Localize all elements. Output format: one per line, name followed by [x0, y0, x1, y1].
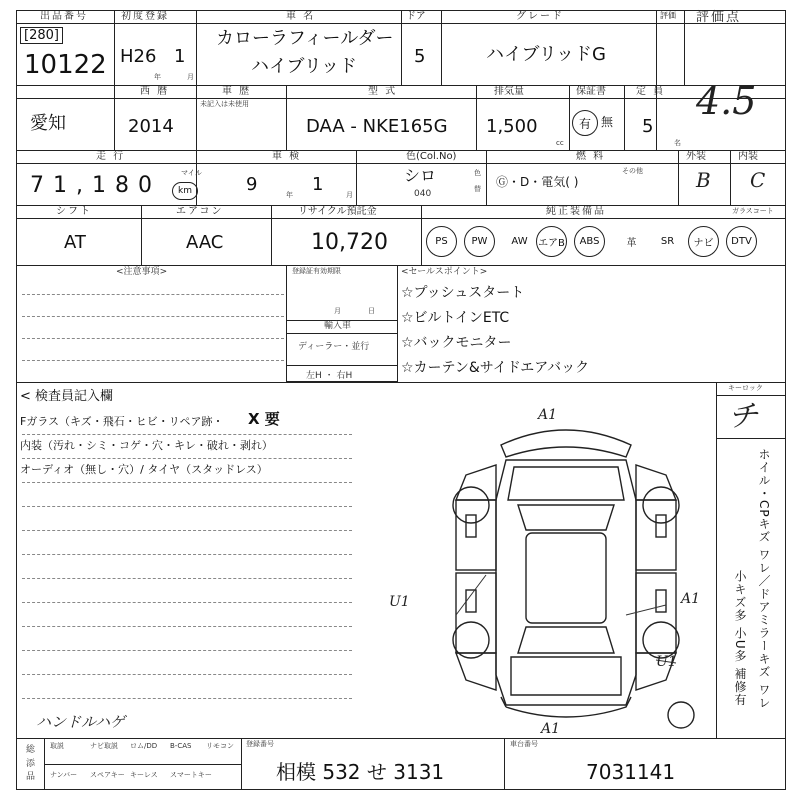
hdr-line-4: [16, 218, 786, 219]
car-name-label: 車 名: [286, 11, 316, 22]
inspector-line-1: Fガラス（キズ・飛石・ヒビ・リペア跡・: [20, 415, 224, 428]
equipment-item: 革: [626, 238, 637, 249]
inspection-month: 1: [312, 174, 324, 195]
displacement-label: 排気量: [494, 86, 524, 97]
mark-right-rear: U1: [656, 654, 677, 670]
region-value: 愛知: [30, 113, 66, 134]
v12: [624, 85, 625, 150]
notes-line-4: [22, 360, 284, 361]
lot-no-label: 出品番号: [40, 11, 88, 22]
fuel-options: Ⓖ・D・電気( ): [496, 175, 579, 189]
included-item: キーレス: [130, 771, 158, 779]
mile-unit: マイル: [181, 169, 202, 177]
notes-line-1: [22, 294, 284, 295]
equipment-item: PS: [426, 226, 457, 257]
v8: [196, 85, 197, 150]
rating-value: 4.5: [696, 79, 757, 123]
mark-right: A1: [681, 591, 701, 607]
right-note-2: 小キズ多 小U多 補修有: [733, 570, 747, 707]
included-item: B-CAS: [170, 742, 192, 750]
aircon-value: AAC: [186, 232, 224, 253]
lot-prefix: [280]: [20, 27, 63, 44]
first-reg-label: 初度登録: [121, 11, 169, 22]
equipment-label: 純正装備品: [546, 206, 606, 217]
inspector-line-2: 内装（汚れ・シミ・コゲ・穴・キレ・破れ・剥れ）: [20, 439, 273, 452]
v2: [196, 10, 197, 85]
insp-line-c: [22, 482, 352, 483]
color-suffix-2: 替: [474, 185, 481, 193]
interior-value: C: [750, 168, 766, 192]
sales-point: ☆ビルトインETC: [401, 310, 510, 326]
grade-label: グレード: [516, 11, 564, 22]
insp-line-i: [22, 626, 352, 627]
row-line-6: [16, 738, 786, 739]
insp-line-d: [22, 506, 352, 507]
mileage-value: 71,180: [30, 173, 161, 198]
fuel-label: 燃 料: [576, 151, 606, 162]
steering-label: 左H ・ 右H: [306, 371, 353, 381]
b-h1: [44, 764, 241, 765]
v18: [141, 205, 142, 265]
displacement-value: 1,500: [486, 116, 538, 137]
warranty-yes-circled: 有: [572, 110, 598, 136]
history-sub: 未記入は未使用: [200, 100, 249, 108]
row-line-4: [16, 265, 786, 266]
month-unit-2: 月: [346, 191, 353, 199]
warranty-label: 保証書: [576, 86, 606, 97]
inspection-label: 車 検: [272, 151, 302, 162]
cc-unit: cc: [556, 139, 564, 147]
color-label: 色(Col.No): [406, 151, 457, 162]
interior-label: 内装: [738, 151, 758, 162]
plate-value: 相模 532 せ 3131: [276, 760, 445, 784]
model-value: DAA - NKE165G: [306, 116, 448, 137]
inspector-line-3: オーディオ（無し・穴）/ タイヤ（スタッドレス）: [20, 463, 268, 476]
km-unit-circled: km: [172, 182, 198, 200]
equipment-item: PW: [464, 226, 495, 257]
v14: [356, 150, 357, 205]
notes-line-2: [22, 316, 284, 317]
keylock-hdr-line: [716, 395, 786, 396]
inspector-label-text: 検査員記入欄: [35, 389, 114, 404]
insp-line-b: [22, 458, 352, 459]
year-unit-2: 年: [286, 191, 293, 199]
included-item: スマートキー: [170, 771, 212, 779]
car-diagram: [426, 405, 706, 735]
chassis-label: 車台番号: [510, 740, 538, 748]
doors-value: 5: [414, 46, 426, 67]
v16: [678, 150, 679, 205]
notes-label: <注意事項>: [116, 267, 168, 277]
glass-coat-label: ガラスコート: [732, 207, 774, 215]
sales-label-text: セールスポイント: [408, 267, 480, 277]
capacity-value: 5: [642, 116, 654, 137]
insp-line-a: [22, 434, 352, 435]
car-name-line1: カローラフィールダー: [216, 28, 394, 49]
person-unit: 名: [674, 139, 681, 147]
v13: [196, 150, 197, 205]
right-note-1: ホイル・CPキズ ワレ／ドアミラーキズ ワレ: [757, 448, 771, 710]
recycle-label: リサイクル預託金: [298, 206, 377, 217]
month-unit-1: 月: [187, 73, 194, 81]
mark-left: U1: [389, 594, 410, 610]
shift-label: シフト: [56, 206, 92, 217]
equipment-item: ABS: [574, 226, 605, 257]
insp-line-h: [22, 602, 352, 603]
blank-label: 評価: [660, 11, 676, 20]
exterior-value: B: [696, 168, 711, 192]
equipment-item: エアB: [536, 226, 567, 257]
color-no: 040: [414, 189, 432, 199]
insp-line-k: [22, 674, 352, 675]
bottom-handwritten-note: ハンドルハゲ: [36, 713, 125, 731]
v4: [441, 10, 442, 85]
insp-line-f: [22, 554, 352, 555]
insp-line-l: [22, 698, 352, 699]
model-label: 型 式: [368, 86, 398, 97]
v20: [421, 205, 422, 265]
insp-line-j: [22, 650, 352, 651]
shift-value: AT: [64, 232, 86, 253]
capacity-label: 定 員: [636, 86, 666, 97]
insp-line-e: [22, 530, 352, 531]
warranty-no: 無: [601, 115, 614, 129]
included-item: リモコン: [206, 742, 234, 750]
recycle-value: 10,720: [311, 230, 388, 255]
mileage-label: 走 行: [96, 151, 126, 162]
first-reg-month: 1: [174, 46, 186, 67]
lot-number: 10122: [24, 50, 107, 80]
equipment-item: ナビ: [688, 226, 719, 257]
included-item: 取説: [50, 742, 64, 750]
year-unit-1: 年: [154, 73, 161, 81]
rating-label: 評価点: [696, 10, 742, 25]
aircon-label: エアコン: [176, 206, 224, 217]
exterior-label: 外装: [686, 151, 706, 162]
keylock-divider: [716, 382, 717, 738]
sales-point: ☆プッシュスタート: [401, 285, 525, 301]
import-label: 輸入車: [324, 321, 352, 331]
v11: [569, 85, 570, 150]
v6: [684, 10, 685, 85]
color-suffix-1: 色: [474, 169, 481, 177]
v17: [730, 150, 731, 205]
history-label: 車 歴: [222, 86, 252, 97]
v9: [286, 85, 287, 150]
included-item: ナンバー: [50, 771, 78, 779]
row-line-1: [16, 85, 786, 86]
v10: [476, 85, 477, 150]
v5: [656, 10, 657, 150]
chassis-value: 7031141: [586, 760, 676, 784]
plate-label: 登録番号: [246, 740, 274, 748]
auction-sheet: [16, 10, 786, 790]
reg-line-3: [286, 365, 398, 366]
equipment-item: SR: [660, 236, 675, 247]
year-label: 西 暦: [140, 86, 170, 97]
inspector-label: < 検査員記入欄: [20, 389, 114, 404]
sales-points-label: <セールスポイント>: [401, 267, 488, 277]
v3: [401, 10, 402, 85]
sales-point: ☆カーテン&サイドエアバック: [401, 360, 590, 376]
doors-label: ドア: [406, 11, 426, 22]
mark-front: A1: [538, 407, 558, 423]
v1: [114, 10, 115, 85]
row-line-3: [16, 205, 786, 206]
keylock-line-2: [716, 438, 786, 439]
check-label: 総 添 品: [26, 745, 36, 782]
reg-day-unit: 日: [368, 307, 375, 315]
keylock-top: [716, 382, 786, 383]
year-value: 2014: [128, 116, 174, 137]
included-item: スペアキー: [90, 771, 125, 779]
included-item: ナビ取説: [90, 742, 118, 750]
included-item: ロム/DD: [130, 742, 158, 750]
b-v3: [504, 738, 505, 790]
first-reg-era: H26: [120, 46, 157, 67]
mark-rear: A1: [541, 721, 561, 737]
grade-value: ハイブリッドG: [486, 44, 606, 65]
row-line-5: [16, 382, 716, 383]
reg-date-label: 登録証有効期限: [292, 267, 341, 275]
sales-point: ☆バックモニター: [401, 335, 512, 351]
dealer-label: ディーラー・並行: [298, 342, 370, 352]
equipment-item: AW: [511, 236, 528, 247]
reg-month-unit: 月: [334, 307, 341, 315]
key-lock-label: キーロック: [728, 384, 763, 392]
v7: [114, 85, 115, 150]
notes-label-text: 注意事項: [123, 267, 160, 277]
hdr-line-2: [16, 98, 786, 99]
row-line-2: [16, 150, 786, 151]
fuel-other: その他: [622, 167, 643, 175]
key-lock-mark: チ: [728, 399, 758, 434]
insp-line-g: [22, 578, 352, 579]
equipment-item: DTV: [726, 226, 757, 257]
b-v2: [241, 738, 242, 790]
inspection-year: 9: [246, 174, 258, 195]
car-name-line2: ハイブリッド: [251, 56, 358, 77]
color-value: シロ: [404, 166, 437, 185]
v19: [271, 205, 272, 265]
reg-line-2: [286, 333, 398, 334]
hdr-line-3: [16, 163, 786, 164]
v15: [486, 150, 487, 205]
inspector-mark: X 要: [248, 410, 280, 428]
notes-line-3: [22, 338, 284, 339]
